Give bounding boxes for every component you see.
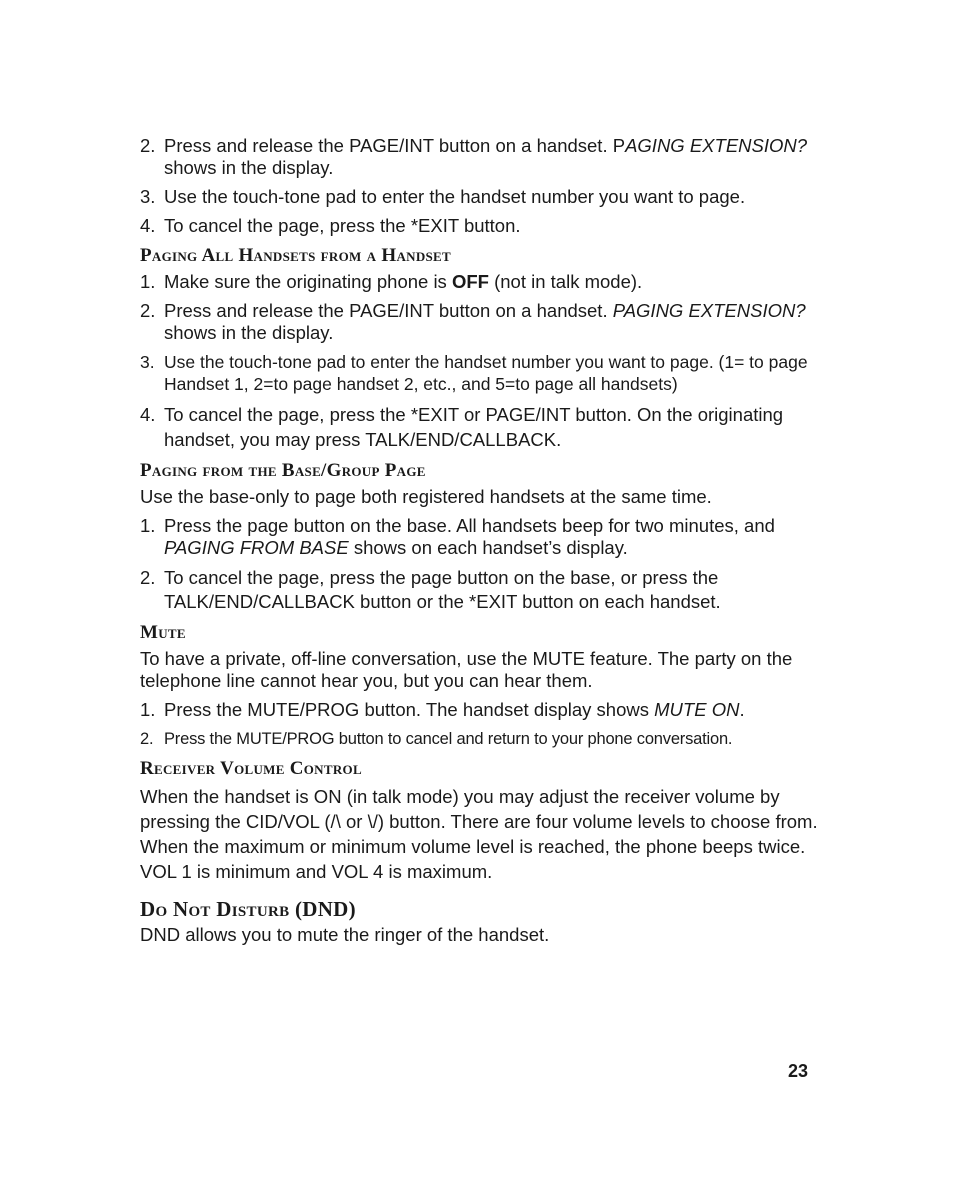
list-item: 2. Press and release the PAGE/INT button on a handset. PAGING EXTENSION? shows in the display. — [140, 135, 808, 178]
list-item: 2. To cancel the page, press the page button on the base, or press the TALK/END/CALLBACK button or the *EXIT button on each handset. — [140, 567, 721, 612]
list-item: 4. To cancel the page, press the *EXIT button. — [140, 215, 521, 236]
section-heading: Receiver Volume Control — [140, 758, 362, 779]
section-heading: Paging from the Base/Group Page — [140, 460, 426, 481]
paragraph: DND allows you to mute the ringer of the handset. — [140, 924, 550, 945]
list-item: 2. Press the MUTE/PROG button to cancel and return to your phone conversation. — [140, 730, 733, 748]
list-item: 3. Use the touch-tone pad to enter the handset number you want to page. (1= to page Handset 1, 2=to page handset 2, etc., and 5=to page all handsets) — [140, 352, 808, 394]
page-number: 23 — [788, 1061, 809, 1081]
list-item: 1. Press the MUTE/PROG button. The handset display shows MUTE ON. — [140, 699, 745, 720]
list-item: 2. Press and release the PAGE/INT button on a handset. PAGING EXTENSION? shows in the display. — [140, 300, 806, 343]
list-item: 1. Press the page button on the base. All handsets beep for two minutes, and PAGING FROM BASE shows on each handset’s display. — [140, 515, 775, 558]
page-content — [140, 135, 820, 953]
section-heading: Mute — [140, 622, 186, 643]
paragraph: Use the base-only to page both registered handsets at the same time. — [140, 486, 712, 507]
list-item: 3. Use the touch-tone pad to enter the handset number you want to page. — [140, 186, 746, 207]
section-heading: Paging All Handsets from a Handset — [140, 245, 451, 266]
section-heading: Do Not Disturb (DND) — [140, 897, 356, 921]
list-item: 1. Make sure the originating phone is OFF (not in talk mode). — [140, 271, 643, 292]
list-item: 4. To cancel the page, press the *EXIT or PAGE/INT button. On the originating handset, you may press TALK/END/CALLBACK. — [140, 404, 784, 450]
paragraph: When the handset is ON (in talk mode) you may adjust the receiver volume by pressing the CID/VOL (/\ or \/) button. There are four volume levels to choose from. When the maximum or minimum volume level is reached, the phone beeps twice. VOL 1 is minimum and VOL 4 is maximum. — [140, 786, 818, 882]
paragraph: To have a private, off-line conversation, use the MUTE feature. The party on the telephone line cannot hear you, but you can hear them. — [140, 648, 793, 691]
